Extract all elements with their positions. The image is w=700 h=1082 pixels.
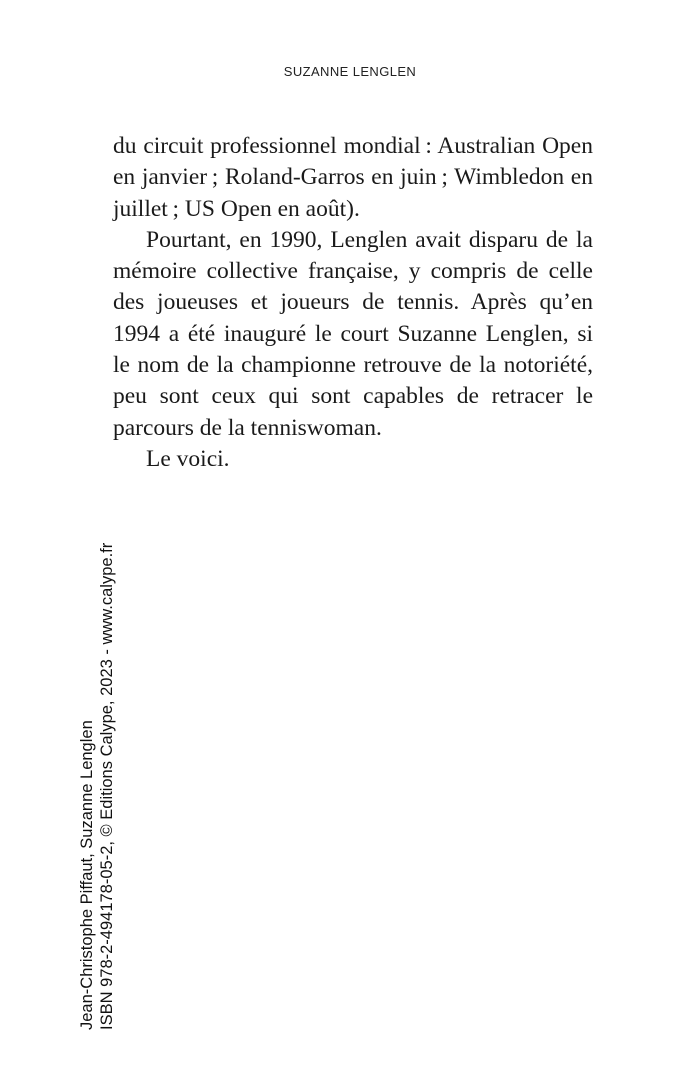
credit-author-title: Jean-Christophe Piffaut, Suzanne Lenglen <box>78 720 96 1030</box>
paragraph-pourtant: Pourtant, en 1990, Lenglen avait disparu de la mémoire collective française, y compris de celle des joueuses et joueurs de tennis. Après qu’en 1994 a été inauguré le court Suzanne Lenglen, si le nom de la championne retrouve de la notoriété, peu sont ceux qui sont capables de retracer le parcours de la tenniswoman. <box>113 226 593 441</box>
paragraph-le-voici: Le voici. <box>146 445 230 472</box>
running-head-title: SUZANNE LENGLEN <box>283 64 417 79</box>
vertical-credit-notice <box>77 543 117 1030</box>
paragraph-continuation: du circuit professionnel mondial : Australian Open en janvier ; Roland-Garros en juin ; Wimbledon en juillet ; US Open en août). <box>113 133 593 222</box>
body-text <box>113 131 593 475</box>
credit-isbn-publisher: ISBN 978-2-494178-05-2, © Editions Calype, 2023 - www.calype.fr <box>98 542 116 1030</box>
